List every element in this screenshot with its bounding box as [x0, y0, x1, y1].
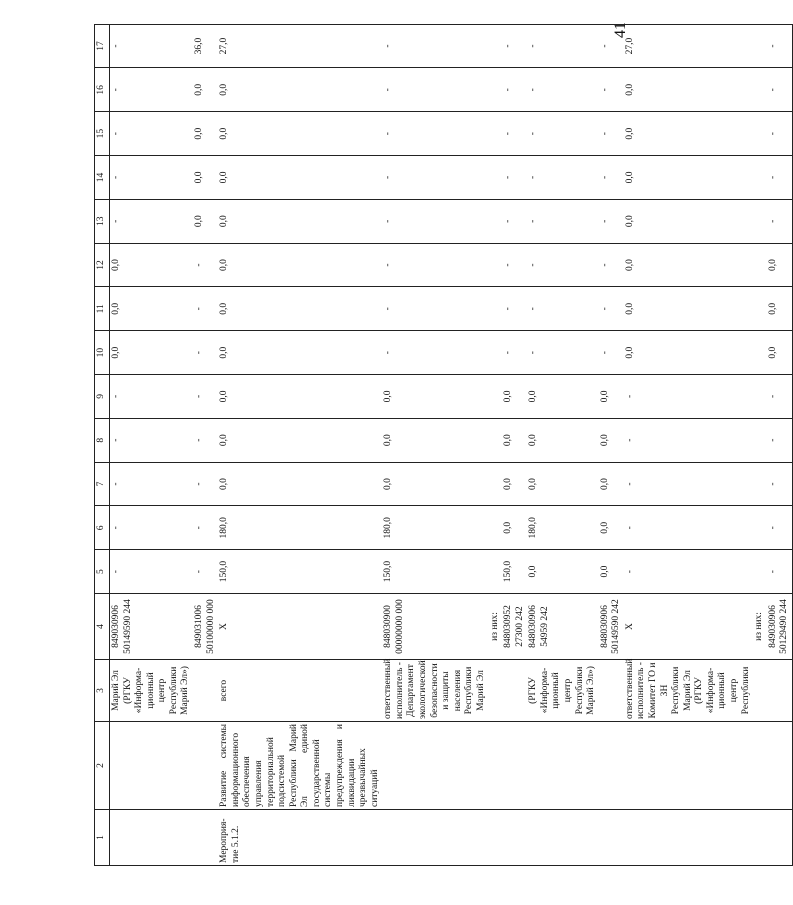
cell-value-col-17: - — [382, 24, 488, 68]
cell-value-col-11: - — [527, 287, 598, 331]
cell-executor: ответственный исполнитель - Комитет ГО и ЗН Республики Марий Эл (РГКУ «Информа-ционный центр Республики — [624, 660, 753, 722]
cell-value-col-13: 0,0 — [218, 199, 382, 243]
cell-value-col-12: - — [193, 243, 218, 287]
cell-value-col-12 — [489, 243, 503, 287]
cell-value-col-13: - — [599, 199, 624, 243]
cell-value-col-12: - — [502, 243, 527, 287]
cell-value-col-8: 0,0 — [218, 418, 382, 462]
cell-event-number — [753, 810, 767, 866]
table-row — [753, 24, 767, 865]
cell-value-col-16: - — [527, 68, 598, 112]
table-row — [624, 24, 753, 865]
cell-value-col-15: 0,0 — [624, 112, 753, 156]
cell-budget-code: 849030906 50129490 244 — [767, 594, 793, 660]
table-row — [110, 24, 194, 865]
cell-value-col-10 — [753, 331, 767, 375]
cell-value-col-9: 0,0 — [527, 375, 598, 419]
cell-budget-code: 849031006 50100000 000 — [193, 594, 218, 660]
cell-value-col-8: - — [767, 418, 793, 462]
cell-value-col-11: 0,0 — [624, 287, 753, 331]
cell-value-col-10: - — [527, 331, 598, 375]
cell-value-col-6: - — [110, 506, 194, 550]
cell-value-col-8 — [753, 418, 767, 462]
cell-value-col-8: 0,0 — [382, 418, 488, 462]
cell-value-col-10: - — [502, 331, 527, 375]
cell-value-col-12 — [753, 243, 767, 287]
cell-budget-code: из них: — [489, 594, 503, 660]
cell-value-col-15: - — [767, 112, 793, 156]
cell-value-col-5: 0,0 — [527, 550, 598, 594]
cell-executor: Марий Эл (РГКУ «Информа-ционный центр Республики Марий Эл») — [110, 660, 194, 722]
cell-value-col-15: 0,0 — [193, 112, 218, 156]
cell-value-col-8 — [489, 418, 503, 462]
cell-value-col-13: 0,0 — [193, 199, 218, 243]
cell-executor — [767, 660, 793, 722]
cell-value-col-8: - — [110, 418, 194, 462]
cell-value-col-16: - — [599, 68, 624, 112]
cell-value-col-8: 0,0 — [527, 418, 598, 462]
cell-value-col-9 — [489, 375, 503, 419]
cell-value-col-16: 0,0 — [193, 68, 218, 112]
cell-budget-code: 848030952 27300 242 — [502, 594, 527, 660]
cell-value-col-11: 0,0 — [110, 287, 194, 331]
cell-value-col-10: - — [382, 331, 488, 375]
cell-budget-code: 848030906 50149590 242 — [599, 594, 624, 660]
cell-value-col-11: - — [502, 287, 527, 331]
cell-value-col-6: 180,0 — [527, 506, 598, 550]
cell-value-col-9: 0,0 — [599, 375, 624, 419]
cell-event-number — [489, 810, 503, 866]
table-row — [502, 24, 527, 865]
cell-value-col-8: - — [193, 418, 218, 462]
cell-event-name — [193, 722, 218, 810]
cell-event-name — [767, 722, 793, 810]
cell-value-col-15: - — [110, 112, 194, 156]
cell-event-name — [502, 722, 527, 810]
cell-value-col-13: - — [110, 199, 194, 243]
cell-value-col-14: 0,0 — [218, 156, 382, 200]
cell-event-name — [624, 722, 753, 810]
cell-executor: (РГКУ «Информа-ционный центр Республики Марий Эл») — [527, 660, 598, 722]
cell-value-col-14: - — [502, 156, 527, 200]
cell-value-col-15: - — [382, 112, 488, 156]
cell-value-col-16: - — [767, 68, 793, 112]
cell-value-col-5: 0,0 — [599, 550, 624, 594]
cell-value-col-15 — [753, 112, 767, 156]
cell-executor — [193, 660, 218, 722]
table-row — [489, 24, 503, 865]
cell-value-col-11 — [489, 287, 503, 331]
cell-value-col-17: 27,0 — [624, 24, 753, 68]
cell-value-col-16: - — [110, 68, 194, 112]
cell-value-col-6: 0,0 — [599, 506, 624, 550]
cell-value-col-15: - — [599, 112, 624, 156]
cell-value-col-11: 0,0 — [218, 287, 382, 331]
column-header-7: 7 — [95, 462, 110, 506]
cell-value-col-6 — [753, 506, 767, 550]
cell-value-col-5 — [753, 550, 767, 594]
column-header-6: 6 — [95, 506, 110, 550]
cell-value-col-5: - — [624, 550, 753, 594]
cell-value-col-10: 0,0 — [624, 331, 753, 375]
cell-event-number — [527, 810, 598, 866]
cell-value-col-17: - — [767, 24, 793, 68]
cell-value-col-14 — [489, 156, 503, 200]
table-body — [110, 24, 793, 865]
cell-value-col-7: - — [767, 462, 793, 506]
cell-value-col-5: - — [767, 550, 793, 594]
cell-value-col-9: 0,0 — [382, 375, 488, 419]
cell-event-name — [599, 722, 624, 810]
cell-budget-code: 849030906 50149590 244 — [110, 594, 194, 660]
cell-value-col-12: 0,0 — [767, 243, 793, 287]
cell-event-number — [624, 810, 753, 866]
cell-value-col-16: 0,0 — [218, 68, 382, 112]
cell-event-number — [382, 810, 488, 866]
cell-value-col-6: - — [767, 506, 793, 550]
table-row — [218, 24, 382, 865]
cell-value-col-6: 180,0 — [382, 506, 488, 550]
column-header-2: 2 — [95, 722, 110, 810]
cell-value-col-7 — [753, 462, 767, 506]
table-row — [193, 24, 218, 865]
column-header-16: 16 — [95, 68, 110, 112]
cell-value-col-14: - — [527, 156, 598, 200]
cell-value-col-7: - — [193, 462, 218, 506]
cell-value-col-12: - — [599, 243, 624, 287]
cell-value-col-17: 27,0 — [218, 24, 382, 68]
cell-value-col-12: 0,0 — [110, 243, 194, 287]
table-row — [767, 24, 793, 865]
cell-value-col-16: - — [382, 68, 488, 112]
cell-event-number — [110, 810, 194, 866]
cell-event-number — [193, 810, 218, 866]
cell-value-col-8: 0,0 — [599, 418, 624, 462]
cell-value-col-16 — [489, 68, 503, 112]
page-number: 41 — [612, 22, 629, 38]
cell-event-name — [753, 722, 767, 810]
cell-value-col-17 — [753, 24, 767, 68]
column-header-3: 3 — [95, 660, 110, 722]
cell-executor: всего — [218, 660, 382, 722]
cell-value-col-5: - — [193, 550, 218, 594]
cell-value-col-14: - — [599, 156, 624, 200]
column-header-11: 11 — [95, 287, 110, 331]
cell-value-col-13: 0,0 — [624, 199, 753, 243]
cell-value-col-17: - — [110, 24, 194, 68]
cell-value-col-13: - — [502, 199, 527, 243]
cell-value-col-11: - — [193, 287, 218, 331]
cell-event-name — [527, 722, 598, 810]
column-number-header — [95, 24, 110, 865]
cell-value-col-10: 0,0 — [767, 331, 793, 375]
cell-value-col-5 — [489, 550, 503, 594]
cell-value-col-9: - — [110, 375, 194, 419]
cell-value-col-6: - — [624, 506, 753, 550]
rotated-table-container — [94, 33, 790, 866]
column-header-12: 12 — [95, 243, 110, 287]
cell-value-col-14: - — [110, 156, 194, 200]
cell-value-col-7: 0,0 — [382, 462, 488, 506]
cell-value-col-11: - — [599, 287, 624, 331]
cell-value-col-7 — [489, 462, 503, 506]
cell-value-col-14: 0,0 — [624, 156, 753, 200]
cell-value-col-6 — [489, 506, 503, 550]
cell-budget-code: X — [624, 594, 753, 660]
cell-value-col-9: 0,0 — [502, 375, 527, 419]
cell-value-col-15 — [489, 112, 503, 156]
cell-event-name — [382, 722, 488, 810]
column-header-5: 5 — [95, 550, 110, 594]
cell-budget-code: 848030900 00000000 000 — [382, 594, 488, 660]
cell-value-col-6: - — [193, 506, 218, 550]
cell-event-number — [502, 810, 527, 866]
cell-value-col-14 — [753, 156, 767, 200]
cell-event-number — [767, 810, 793, 866]
cell-value-col-5: 150,0 — [382, 550, 488, 594]
cell-executor — [489, 660, 503, 722]
cell-event-number — [599, 810, 624, 866]
column-header-14: 14 — [95, 156, 110, 200]
cell-value-col-17: - — [527, 24, 598, 68]
cell-value-col-7: - — [110, 462, 194, 506]
cell-value-col-9: - — [193, 375, 218, 419]
column-header-13: 13 — [95, 199, 110, 243]
cell-value-col-9: - — [624, 375, 753, 419]
cell-value-col-12: - — [527, 243, 598, 287]
cell-event-name: Развитие системы информационного обеспечения управления территориальной подсистемой Республики Марий Эл единой государственной системы предупреждения и ликвидации чрезвычайных ситуаций — [218, 722, 382, 810]
cell-value-col-17: - — [502, 24, 527, 68]
column-header-8: 8 — [95, 418, 110, 462]
cell-value-col-5: - — [110, 550, 194, 594]
cell-value-col-10: 0,0 — [218, 331, 382, 375]
cell-executor — [502, 660, 527, 722]
cell-budget-code: 848030906 54959 242 — [527, 594, 598, 660]
cell-value-col-17 — [489, 24, 503, 68]
cell-value-col-13: - — [767, 199, 793, 243]
cell-value-col-11 — [753, 287, 767, 331]
cell-value-col-12: - — [382, 243, 488, 287]
cell-value-col-17: 36,0 — [193, 24, 218, 68]
column-header-10: 10 — [95, 331, 110, 375]
cell-value-col-9: - — [767, 375, 793, 419]
cell-executor — [599, 660, 624, 722]
column-header-1: 1 — [95, 810, 110, 866]
cell-value-col-7: 0,0 — [502, 462, 527, 506]
column-header-4: 4 — [95, 594, 110, 660]
cell-value-col-5: 150,0 — [502, 550, 527, 594]
cell-event-name — [110, 722, 194, 810]
cell-value-col-16: - — [502, 68, 527, 112]
cell-value-col-6: 180,0 — [218, 506, 382, 550]
cell-value-col-13: - — [527, 199, 598, 243]
cell-value-col-15: 0,0 — [218, 112, 382, 156]
cell-value-col-6: 0,0 — [502, 506, 527, 550]
budget-table — [94, 24, 793, 866]
cell-value-col-10 — [489, 331, 503, 375]
cell-value-col-12: 0,0 — [624, 243, 753, 287]
cell-value-col-13 — [489, 199, 503, 243]
cell-value-col-12: 0,0 — [218, 243, 382, 287]
cell-value-col-8: 0,0 — [502, 418, 527, 462]
cell-value-col-7: 0,0 — [527, 462, 598, 506]
cell-budget-code: из них: — [753, 594, 767, 660]
cell-value-col-10: - — [193, 331, 218, 375]
cell-value-col-9: 0,0 — [218, 375, 382, 419]
cell-value-col-11: - — [382, 287, 488, 331]
cell-value-col-16: 0,0 — [624, 68, 753, 112]
cell-value-col-15: - — [502, 112, 527, 156]
table-row — [382, 24, 488, 865]
cell-value-col-11: 0,0 — [767, 287, 793, 331]
cell-value-col-15: - — [527, 112, 598, 156]
cell-value-col-5: 150,0 — [218, 550, 382, 594]
cell-event-number: Мероприя-тие 5.1.2. — [218, 810, 382, 866]
cell-value-col-7: - — [624, 462, 753, 506]
cell-value-col-16 — [753, 68, 767, 112]
cell-budget-code: X — [218, 594, 382, 660]
cell-value-col-7: 0,0 — [599, 462, 624, 506]
cell-value-col-13 — [753, 199, 767, 243]
cell-value-col-14: - — [767, 156, 793, 200]
column-header-15: 15 — [95, 112, 110, 156]
cell-value-col-17: - — [599, 24, 624, 68]
cell-executor: ответственный исполнитель - Департамент экологической безопасности и защиты населения Республики Марий Эл — [382, 660, 488, 722]
cell-value-col-10: 0,0 — [110, 331, 194, 375]
cell-event-name — [489, 722, 503, 810]
cell-value-col-13: - — [382, 199, 488, 243]
cell-executor — [753, 660, 767, 722]
column-header-9: 9 — [95, 375, 110, 419]
cell-value-col-9 — [753, 375, 767, 419]
cell-value-col-10: - — [599, 331, 624, 375]
cell-value-col-8: - — [624, 418, 753, 462]
cell-value-col-14: 0,0 — [193, 156, 218, 200]
table-row — [527, 24, 598, 865]
cell-value-col-7: 0,0 — [218, 462, 382, 506]
cell-value-col-14: - — [382, 156, 488, 200]
table-row — [599, 24, 624, 865]
column-header-17: 17 — [95, 24, 110, 68]
